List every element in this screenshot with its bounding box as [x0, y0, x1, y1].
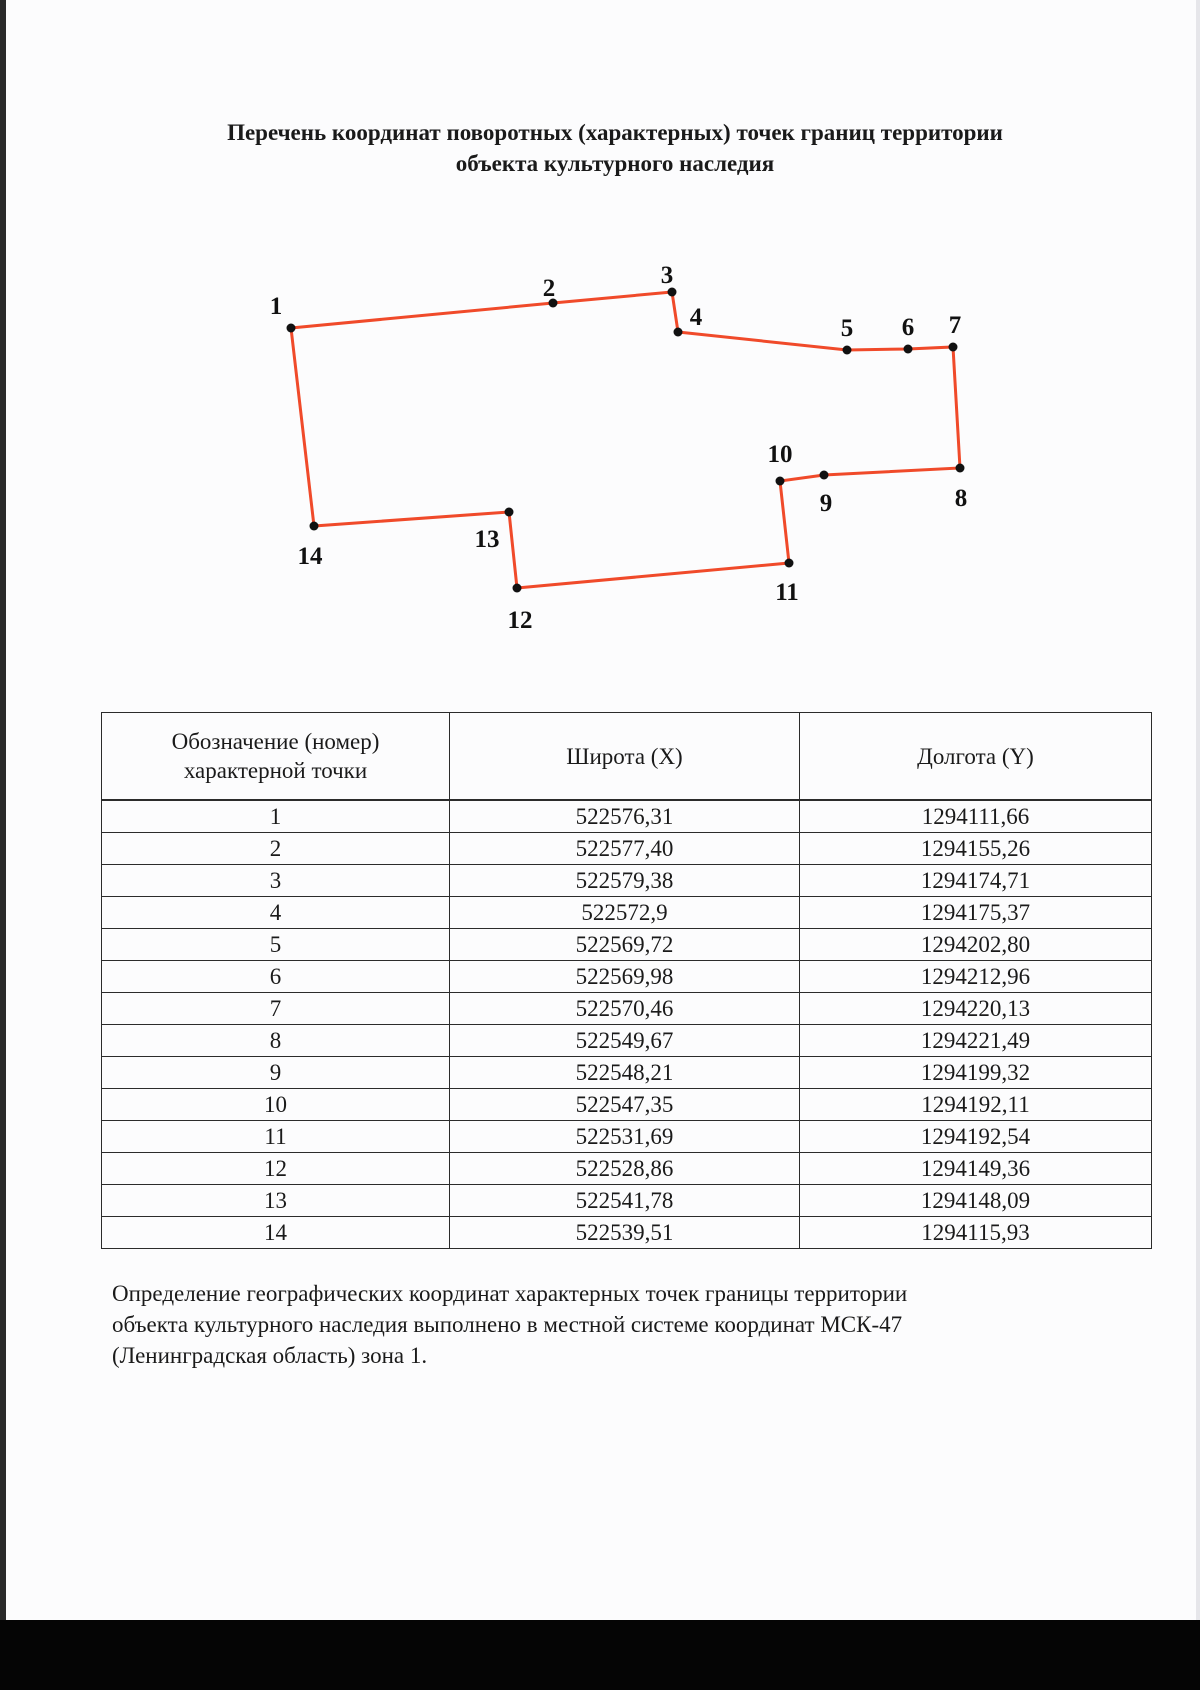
cell-latitude: 522528,86	[450, 1153, 800, 1185]
title-line-2: объекта культурного наследия	[455, 151, 775, 176]
table-header-row	[102, 713, 1152, 801]
vertex-point-4	[674, 328, 683, 337]
title-line-1: Перечень координат поворотных (характерных) точек границ территории	[227, 120, 1003, 145]
table-row	[102, 993, 1152, 1025]
cell-point-number: 7	[102, 993, 450, 1025]
header-point-line-1: Обозначение (номер)	[171, 729, 380, 754]
table-row	[102, 1217, 1152, 1249]
table-row	[102, 1025, 1152, 1057]
table-row	[102, 897, 1152, 929]
vertex-point-11	[785, 559, 794, 568]
cell-latitude: 522539,51	[450, 1217, 800, 1249]
cell-longitude: 1294148,09	[800, 1185, 1152, 1217]
vertex-point-10	[776, 477, 785, 486]
cell-point-number: 12	[102, 1153, 450, 1185]
vertex-label-11: 11	[775, 579, 799, 606]
vertex-label-2: 2	[542, 275, 556, 302]
table-row	[102, 1057, 1152, 1089]
coordinate-system-note	[112, 1278, 1132, 1371]
vertex-label-6: 6	[901, 314, 915, 341]
table-row	[102, 1121, 1152, 1153]
cell-longitude: 1294111,66	[800, 800, 1152, 833]
vertex-label-14: 14	[297, 543, 323, 570]
cell-latitude: 522547,35	[450, 1089, 800, 1121]
table-row	[102, 1089, 1152, 1121]
cell-latitude: 522569,98	[450, 961, 800, 993]
cell-point-number: 13	[102, 1185, 450, 1217]
cell-point-number: 6	[102, 961, 450, 993]
table-row	[102, 833, 1152, 865]
table-row	[102, 929, 1152, 961]
header-point-line-2: характерной точки	[183, 758, 368, 783]
cell-longitude: 1294115,93	[800, 1217, 1152, 1249]
cell-latitude: 522549,67	[450, 1025, 800, 1057]
vertex-label-9: 9	[819, 490, 833, 517]
coordinates-table	[101, 712, 1152, 1249]
cell-point-number: 2	[102, 833, 450, 865]
boundary-vertices	[287, 288, 965, 593]
cell-longitude: 1294175,37	[800, 897, 1152, 929]
vertex-point-12	[513, 584, 522, 593]
cell-point-number: 4	[102, 897, 450, 929]
cell-longitude: 1294155,26	[800, 833, 1152, 865]
cell-latitude: 522531,69	[450, 1121, 800, 1153]
cell-point-number: 10	[102, 1089, 450, 1121]
vertex-point-9	[820, 471, 829, 480]
vertex-label-3: 3	[660, 262, 674, 289]
table-row	[102, 961, 1152, 993]
vertex-label-12: 12	[507, 607, 533, 634]
cell-longitude: 1294220,13	[800, 993, 1152, 1025]
cell-longitude: 1294149,36	[800, 1153, 1152, 1185]
header-longitude: Долгота (Y)	[800, 713, 1152, 801]
cell-latitude: 522569,72	[450, 929, 800, 961]
note-line-3: (Ленинградская область) зона 1.	[112, 1343, 428, 1368]
vertex-label-13: 13	[474, 526, 500, 553]
cell-longitude: 1294192,54	[800, 1121, 1152, 1153]
cell-latitude: 522577,40	[450, 833, 800, 865]
cell-point-number: 1	[102, 800, 450, 833]
vertex-point-6	[904, 345, 913, 354]
vertex-label-10: 10	[767, 441, 793, 468]
cell-point-number: 9	[102, 1057, 450, 1089]
table-body	[102, 800, 1152, 1249]
table-row	[102, 1153, 1152, 1185]
cell-longitude: 1294174,71	[800, 865, 1152, 897]
vertex-point-14	[310, 522, 319, 531]
vertex-label-1: 1	[269, 293, 283, 320]
vertex-point-5	[843, 346, 852, 355]
cell-point-number: 3	[102, 865, 450, 897]
cell-latitude: 522548,21	[450, 1057, 800, 1089]
cell-longitude: 1294192,11	[800, 1089, 1152, 1121]
vertex-point-13	[505, 508, 514, 517]
cell-latitude: 522572,9	[450, 897, 800, 929]
cell-longitude: 1294199,32	[800, 1057, 1152, 1089]
vertex-point-7	[949, 343, 958, 352]
vertex-point-8	[956, 464, 965, 473]
cell-point-number: 11	[102, 1121, 450, 1153]
cell-latitude: 522579,38	[450, 865, 800, 897]
cell-point-number: 5	[102, 929, 450, 961]
table-row	[102, 800, 1152, 833]
cell-latitude: 522541,78	[450, 1185, 800, 1217]
note-line-2: объекта культурного наследия выполнено в местной системе координат МСК-47	[112, 1312, 903, 1337]
vertex-label-5: 5	[840, 315, 854, 342]
cell-longitude: 1294212,96	[800, 961, 1152, 993]
cell-longitude: 1294202,80	[800, 929, 1152, 961]
cell-latitude: 522570,46	[450, 993, 800, 1025]
vertex-label-7: 7	[948, 312, 962, 339]
vertex-label-4: 4	[689, 304, 703, 331]
vertex-label-8: 8	[954, 485, 968, 512]
cell-point-number: 14	[102, 1217, 450, 1249]
header-latitude: Широта (X)	[450, 713, 800, 801]
cell-longitude: 1294221,49	[800, 1025, 1152, 1057]
boundary-polygon	[291, 292, 960, 588]
header-point-number	[102, 713, 450, 801]
cell-latitude: 522576,31	[450, 800, 800, 833]
scan-bottom-band	[0, 1620, 1200, 1690]
table-row	[102, 865, 1152, 897]
cell-point-number: 8	[102, 1025, 450, 1057]
vertex-point-1	[287, 324, 296, 333]
boundary-plan	[0, 0, 1200, 660]
note-line-1: Определение географических координат характерных точек границы территории	[112, 1281, 908, 1306]
table-row	[102, 1185, 1152, 1217]
